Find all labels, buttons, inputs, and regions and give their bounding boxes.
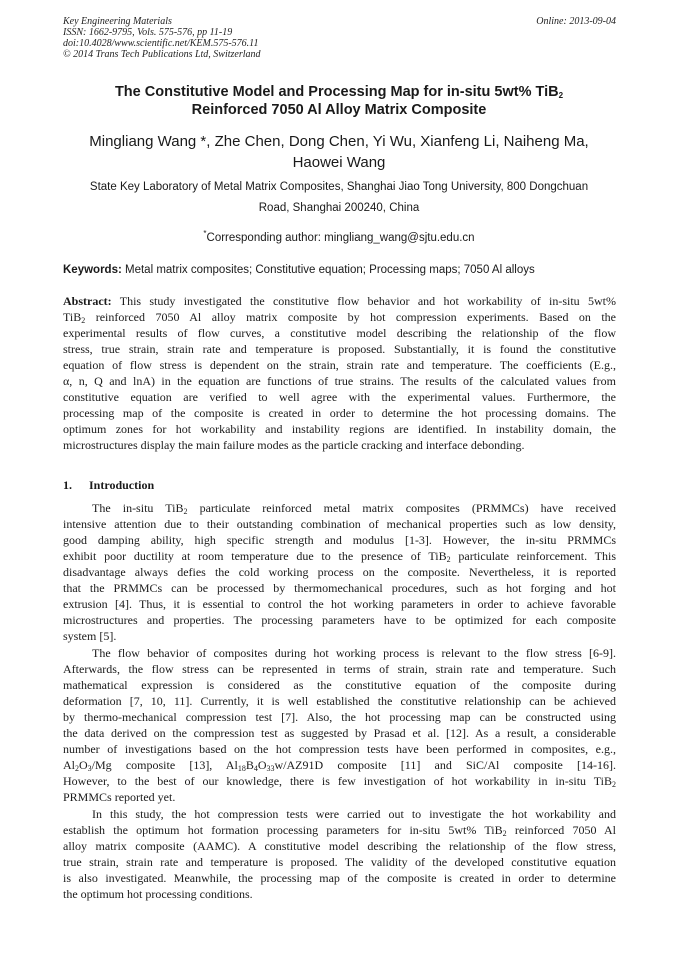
- paragraph-line: alloy matrix composite (AAMC). A constitutive model describing the relationship of the flow stress,: [63, 839, 616, 853]
- paragraph-line: In this study, the hot compression tests were carried out to investigate the hot workability and: [92, 807, 616, 821]
- abstract-line: experimental results of flow curves, a constitutive model describing the relationship of the flow: [63, 326, 616, 340]
- intro-paragraph-1: [63, 500, 616, 644]
- paragraph-line: exhibit poor ductility at room temperature due to the presence of TiB$_2$ particulate reinforcement. This: [63, 549, 616, 564]
- abstract-line: processing map of the composite is created in order to determine the hot processing domains. The: [63, 406, 616, 420]
- paragraph-line: is also investigated. Meanwhile, the processing map of the composite is created in order to determine: [63, 871, 616, 885]
- paragraph-line: extrusion [4]. Thus, it is essential to control the hot working parameters in order to achieve favorable: [63, 597, 616, 611]
- affiliation-line-1: State Key Laboratory of Metal Matrix Composites, Shanghai Jiao Tong University, 800 Dongchuan: [89, 181, 589, 193]
- abstract-line: microstructures display the main failure modes as the particle cracking and interface debonding.: [63, 438, 525, 452]
- abstract-label: Abstract:: [63, 294, 112, 308]
- paragraph-line: deformation [7, 10, 11]. Currently, it is well established the constitutive relationship can be achieved: [63, 694, 616, 708]
- paragraph-line: the optimum hot processing conditions.: [63, 887, 253, 901]
- doi-line: doi:10.4028/www.scientific.net/KEM.575-576.11: [63, 38, 259, 49]
- corresponding-mark: *: [203, 229, 207, 238]
- corresponding-text: Corresponding author: mingliang_wang@sjtu.edu.cn: [206, 231, 475, 244]
- title-text-1: The Constitutive Model and Processing Map for in-situ 5wt% TiB: [114, 84, 559, 100]
- paragraph-line: intensive attention due to their outstanding combination of mechanical properties such as low density,: [63, 517, 616, 531]
- paragraph-line: number of investigations based on the hot compression tests have been performed in composites, e.g.,: [63, 742, 616, 756]
- abstract-line: α, n, Q and lnA) in the equation are functions of true strains. The results of the calculated values from: [63, 374, 616, 388]
- abstract-line: Abstract: This study investigated the constitutive flow behavior and hot workability of in-situ 5wt%: [63, 294, 616, 308]
- copyright-line: © 2014 Trans Tech Publications Ltd, Switzerland: [63, 49, 261, 60]
- journal-name: Key Engineering Materials: [63, 16, 172, 27]
- intro-paragraph-3: [63, 806, 616, 902]
- intro-paragraph-2: [63, 645, 616, 805]
- online-date: Online: 2013-09-04: [536, 16, 616, 27]
- keywords-label: Keywords:: [63, 264, 122, 276]
- section-title: Introduction: [89, 478, 155, 492]
- paragraph-line: mathematical expression is considered as the constitutive equation of the composite during: [63, 678, 616, 692]
- abstract: [63, 293, 616, 453]
- abstract-line: TiB$_2$ reinforced 7050 Al alloy matrix composite by hot compression experiments. Based on the: [63, 310, 617, 325]
- paragraph-line: $Al_2O_3/Mg$ composite [13], $Al_{18}B_4O_{33}w/AZ91D$ composite [11] and SiC/Al composite [14-16].: [63, 758, 616, 773]
- corresponding-author: [55, 227, 623, 245]
- paragraph-line: establish the optimum hot formation processing parameters for in-situ 5wt% TiB$_2$ reinforced 7050 Al: [63, 823, 617, 838]
- authors-line-1: Mingliang Wang *, Zhe Chen, Dong Chen, Yi Wu, Xianfeng Li, Naiheng Ma,: [89, 133, 589, 150]
- abstract-line: equation of flow stress is dependent on the strain, strain rate and temperature. The coefficients (E.g.,: [63, 358, 616, 372]
- paragraph-line: The flow behavior of composites during hot working process is relevant to the flow stress [6-9].: [92, 646, 616, 660]
- abstract-line: constitutive equation are verified to well agree with the experimental values. Furthermore, the: [63, 390, 616, 404]
- issn-line: ISSN: 1662-9795, Vols. 575-576, pp 11-19: [63, 27, 233, 38]
- paragraph-line: that the PRMMCs can be processed by thermomechanical procedures, such as hot forging and hot: [63, 581, 616, 595]
- header-left: [63, 16, 261, 60]
- paragraph-line: microstructures and properties. The processing parameters have to be optimized for each composite: [63, 613, 616, 627]
- title-line-2: Reinforced 7050 Al Alloy Matrix Composite: [191, 102, 487, 118]
- paragraph-line: Afterwards, the flow stress can be represented in terms of strain, strain rate and temperature. Such: [63, 662, 616, 676]
- paragraph-line: good damping ability, high specific strength and modulus [1-3]. However, the in-situ PRMMCs: [63, 533, 616, 547]
- author-list: [55, 131, 623, 173]
- section-number: 1.: [63, 478, 72, 492]
- paragraph-line: true strain, strain rate and temperature is proposed. The validity of the developed constitutive equation: [63, 855, 616, 869]
- affiliation-line-2: Road, Shanghai 200240, China: [258, 202, 420, 214]
- paragraph-line: system [5].: [63, 629, 117, 643]
- abstract-line: optimum zones for hot workability and instability regions are identified. In instability domain, the: [63, 422, 616, 436]
- paper-title: [60, 83, 618, 119]
- affiliation: [55, 177, 623, 219]
- title-subscript: 2: [558, 91, 564, 100]
- abstract-line: stress, true strain, strain rate and temperature is proposed. Substantially, it is found the constitutive: [63, 342, 616, 356]
- section-heading: [63, 478, 154, 493]
- authors-line-2: Haowei Wang: [292, 154, 386, 171]
- paragraph-line: However, to the best of our knowledge, there is few investigation of hot workability in in-situ TiB$_2$: [63, 774, 616, 789]
- paragraph-line: PRMMCs reported yet.: [63, 790, 176, 804]
- keywords-text: Metal matrix composites; Constitutive equation; Processing maps; 7050 Al alloys: [125, 264, 535, 276]
- keywords: [63, 263, 618, 277]
- paragraph-line: The in-situ TiB$_2$ particulate reinforced metal matrix composites (PRMMCs) have received: [92, 501, 616, 516]
- paragraph-line: by thermo-mechanical compression test [7]. Also, the hot processing map can be constructed using: [63, 710, 616, 724]
- paragraph-line: disadvantage always defies the cold working process on the composite. Nevertheless, it is reported: [63, 565, 616, 579]
- paragraph-line: the data derived on the compression test as suggested by Prasad et al. [12]. As a result, a considerable: [63, 726, 616, 740]
- title-line-1: [60, 83, 618, 101]
